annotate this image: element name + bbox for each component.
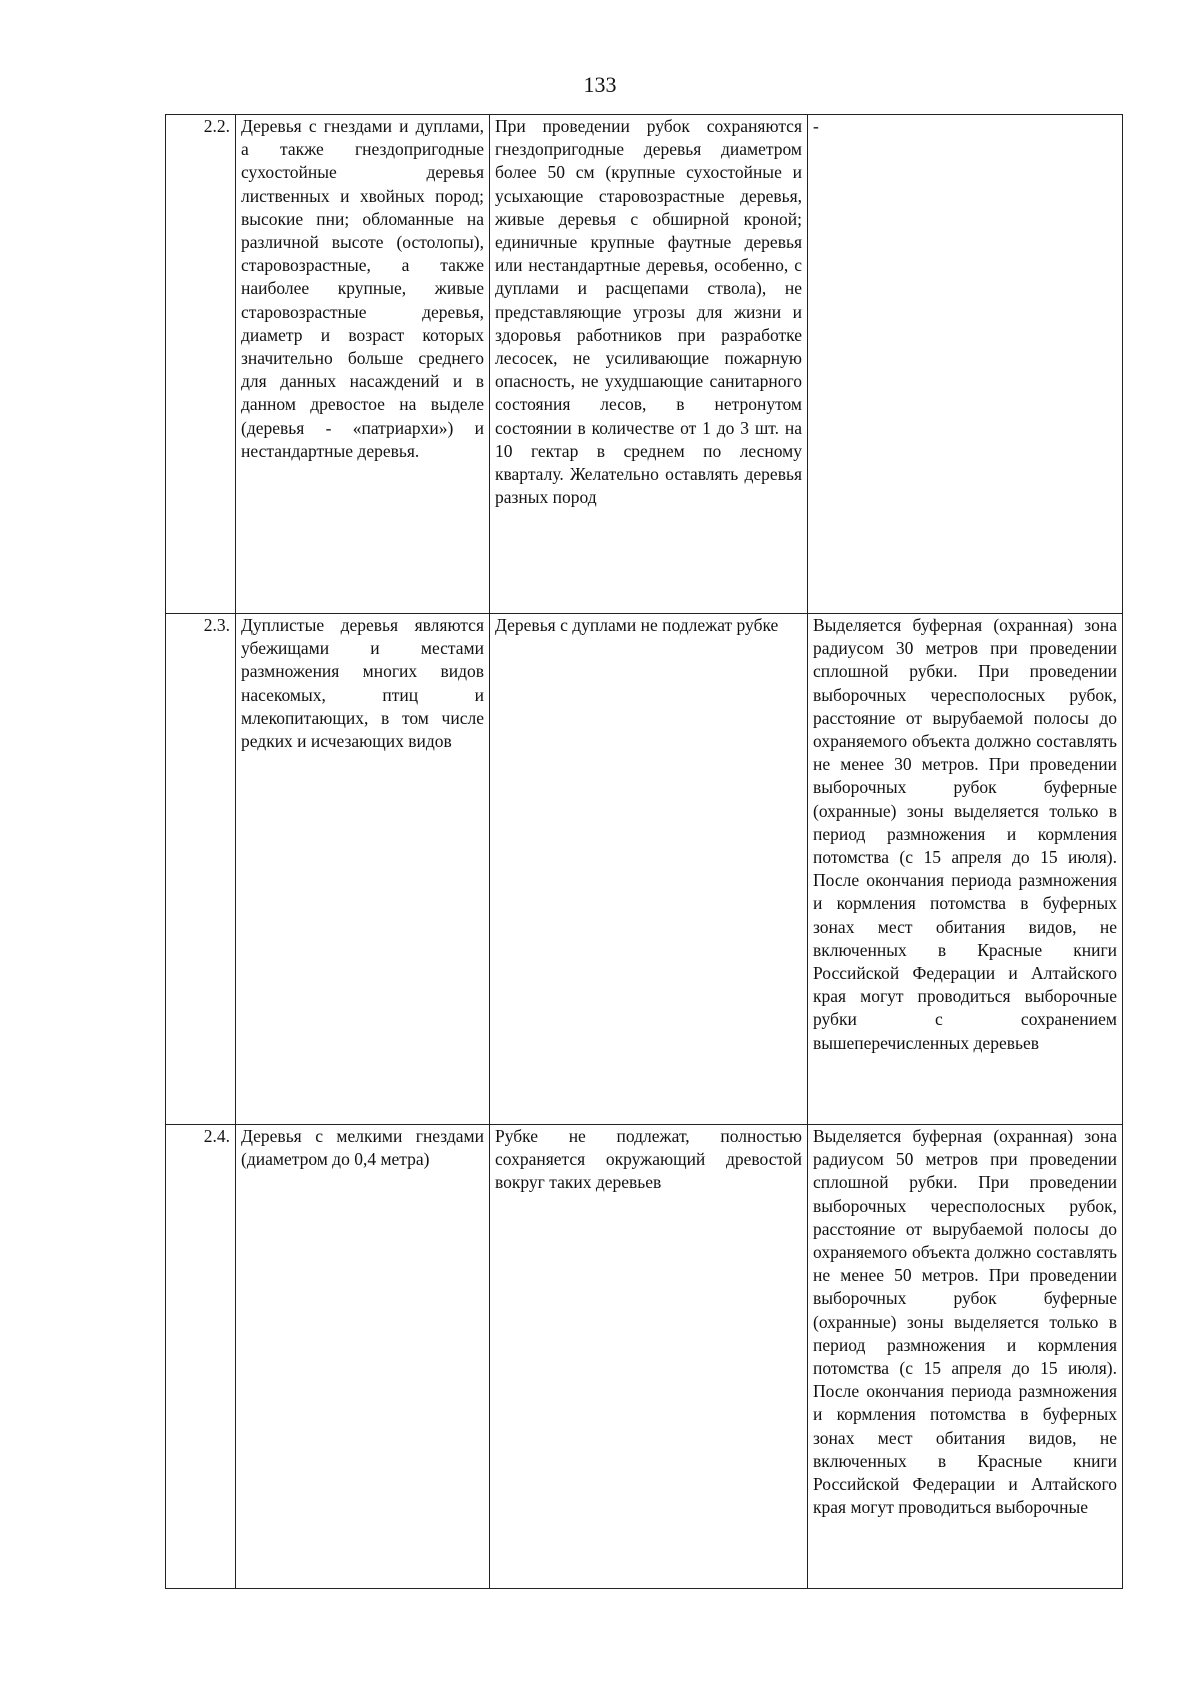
row-number: 2.2. xyxy=(166,115,236,614)
page-number: 133 xyxy=(583,72,617,97)
object-description: Дуплистые деревья являются убежищами и местами размножения многих видов насекомых, птиц и млекопитающих, в том числе редких и исчезающих видов xyxy=(236,614,490,1125)
buffer-zone: - xyxy=(808,115,1123,614)
protection-measure: Рубке не подлежат, полностью сохраняется окружающий древостой вокруг таких деревьев xyxy=(490,1125,808,1589)
row-number: 2.4. xyxy=(166,1125,236,1589)
table-row xyxy=(166,614,1123,1125)
protection-measure: Деревья с дуплами не подлежат рубке xyxy=(490,614,808,1125)
buffer-zone: Выделяется буферная (охранная) зона радиусом 30 метров при проведении сплошной рубки. При проведении выборочных чересполосных рубок, расстояние от вырубаемой полосы до охраняемого объекта должно составлять не менее 30 метров. При проведении выборочных рубок буферные (охранные) зоны выделяется только в период размножения и кормления потомства (с 15 апреля до 15 июля). После окончания периода размножения и кормления потомства в буферных зонах мест обитания видов, не включенных в Красные книги Российской Федерации и Алтайского края могут проводиться выборочные рубки с сохранением вышеперечисленных деревьев xyxy=(808,614,1123,1125)
buffer-zone-text: Выделяется буферная (охранная) зона радиусом 50 метров при проведении сплошной рубки. При проведении выборочных чересполосных рубок, расстояние от вырубаемой полосы до охраняемого объекта должно составлять не менее 50 метров. При проведении выборочных рубок буферные (охранные) зоны выделяется только в период размножения и кормления потомства (с 15 апреля до 15 июля). После окончания периода размножения и кормления потомства в буферных зонах мест обитания видов, не включенных в Красные книги Российской Федерации и Алтайского края могут проводиться выборочные xyxy=(813,1126,1117,1518)
buffer-zone xyxy=(808,1125,1123,1589)
protection-measure: При проведении рубок сохраняются гнездопригодные деревья диаметром более 50 см (крупные сухостойные и усыхающие старовозрастные деревья, живые деревья с обширной кроной; единичные крупные фаутные деревья или нестандартные деревья, особенно, с дуплами и расщепами ствола), не представляющие угрозы для жизни и здоровья работников при разработке лесосек, не усиливающие пожарную опасность, не ухудшающие санитарного состояния лесов, в нетронутом состоянии в количестве от 1 до 3 шт. на 10 гектар в среднем по лесному кварталу. Желательно оставлять деревья разных пород xyxy=(490,115,808,614)
row-number: 2.3. xyxy=(166,614,236,1125)
measures-table xyxy=(165,114,1123,1589)
table-row xyxy=(166,1125,1123,1589)
object-description: Деревья с мелкими гнездами (диаметром до 0,4 метра) xyxy=(236,1125,490,1589)
object-description: Деревья с гнездами и дуплами, а также гнездопригодные сухостойные деревья лиственных и хвойных пород; высокие пни; обломанные на различной высоте (остолопы), старовозрастные, а также наиболее крупные, живые старовозрастные деревья, диаметр и возраст которых значительно больше среднего для данных насаждений и в данном древостое на выделе (деревья - «патриархи») и нестандартные деревья. xyxy=(236,115,490,614)
table-row xyxy=(166,115,1123,614)
